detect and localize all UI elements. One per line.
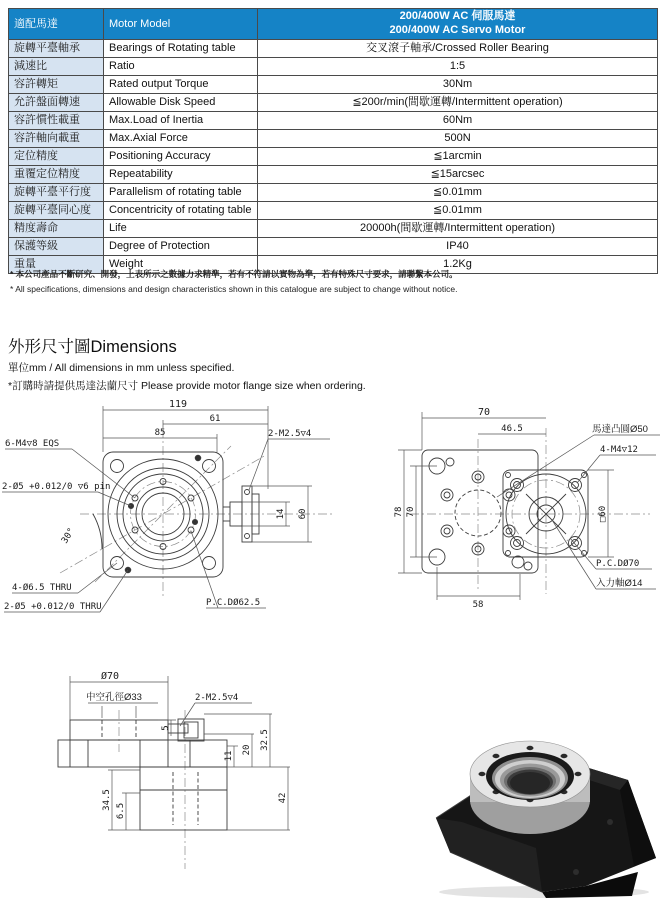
- drawing-label: 4-M4▽12: [600, 445, 638, 455]
- spec-row: [9, 220, 658, 238]
- dim-label: 85: [154, 428, 166, 438]
- dim-label: 34.5: [102, 789, 112, 811]
- spec-cell-value: ≦200r/min(間歇運轉/Intermittent operation): [258, 94, 658, 112]
- spec-row: [9, 166, 658, 184]
- spec-header-value: [258, 9, 658, 40]
- front-centerlines: [60, 429, 335, 599]
- spec-cell-en: Positioning Accuracy: [104, 148, 258, 166]
- dim-label: 30°: [60, 526, 78, 546]
- spec-row: [9, 112, 658, 130]
- drawing-label: 4-Ø6.5 THRU: [12, 583, 72, 593]
- spec-cell-value: 500N: [258, 130, 658, 148]
- spec-cell-value: ≦15arcsec: [258, 166, 658, 184]
- dim-label: 20: [242, 744, 252, 756]
- front-view-drawing: [0, 394, 350, 652]
- spec-cell-en: Degree of Protection: [104, 238, 258, 256]
- spec-cell-value: IP40: [258, 238, 658, 256]
- section-geometry: [58, 719, 227, 830]
- drawing-label: 中空孔徑Ø33: [86, 692, 142, 703]
- spec-row: [9, 40, 658, 58]
- product-photo-rendering: [436, 741, 656, 898]
- dim-label: Ø70: [100, 671, 120, 682]
- spec-cell-en: Parallelism of rotating table: [104, 184, 258, 202]
- drawing-label: 2-M2.5▽4: [195, 693, 239, 703]
- dim-label: 61: [209, 414, 221, 424]
- spec-cell-value: 30Nm: [258, 76, 658, 94]
- spec-cell-value: 1.2Kg: [258, 256, 658, 274]
- spec-header-value-line1: 200/400W AC 伺服馬達: [399, 10, 516, 23]
- spec-cell-zh: 減速比: [9, 58, 104, 76]
- spec-cell-en: Weight: [104, 256, 258, 274]
- spec-row: [9, 76, 658, 94]
- dim-label: 42: [278, 792, 288, 804]
- dim-label: 58: [472, 600, 484, 610]
- dim-label: 119: [168, 399, 188, 410]
- spec-cell-zh: 精度壽命: [9, 220, 104, 238]
- spec-cell-value: ≦0.01mm: [258, 202, 658, 220]
- spec-cell-value: 交叉滾子軸承/Crossed Roller Bearing: [258, 40, 658, 58]
- spec-cell-en: Life: [104, 220, 258, 238]
- spec-cell-en: Allowable Disk Speed: [104, 94, 258, 112]
- dim-label: 32.5: [260, 729, 270, 751]
- dimensions-unit-note: 單位mm / All dimensions in mm unless specified.: [8, 362, 235, 374]
- drawing-label: 2-Ø5 +0.012/0 THRU: [4, 602, 102, 612]
- spec-cell-value: ≦0.01mm: [258, 184, 658, 202]
- spec-cell-en: Ratio: [104, 58, 258, 76]
- spec-cell-value: 20000h(間歇運轉/Intermittent operation): [258, 220, 658, 238]
- spec-header-row: [9, 9, 658, 40]
- drawing-label: 2-M2.5▽4: [268, 429, 312, 439]
- spec-header-zh: 適配馬達: [9, 9, 104, 40]
- spec-cell-zh: 容許轉矩: [9, 76, 104, 94]
- drawing-label: P.C.DØ62.5: [206, 598, 261, 608]
- dimensions-title: 外形尺寸圖Dimensions: [8, 338, 177, 356]
- side-geometry: [422, 450, 588, 573]
- spec-cell-en: Repeatability: [104, 166, 258, 184]
- drawing-label: 2-Ø5 +0.012/0 ▽6 pin: [2, 482, 111, 492]
- product-photo: [424, 690, 666, 900]
- section-view-drawing: [40, 662, 360, 877]
- spec-cell-zh: 容許軸向載重: [9, 130, 104, 148]
- drawing-label: P.C.DØ70: [596, 559, 640, 569]
- spec-cell-value: 1:5: [258, 58, 658, 76]
- spec-cell-zh: 容許慣性載重: [9, 112, 104, 130]
- spec-cell-zh: 允許盤面轉速: [9, 94, 104, 112]
- spec-cell-en: Rated output Torque: [104, 76, 258, 94]
- front-labels: [2, 399, 311, 612]
- spec-row: [9, 148, 658, 166]
- dim-label: 5: [161, 725, 171, 731]
- spec-header-en: Motor Model: [104, 9, 258, 40]
- front-geometry: [93, 452, 259, 577]
- spec-cell-zh: 旋轉平臺平行度: [9, 184, 104, 202]
- spec-row: [9, 184, 658, 202]
- dim-label: 78: [394, 506, 404, 518]
- dim-label: 70: [406, 506, 416, 518]
- spec-row: [9, 238, 658, 256]
- spec-row: [9, 94, 658, 112]
- spec-cell-value: ≦1arcmin: [258, 148, 658, 166]
- spec-header-value-line2: 200/400W AC Servo Motor: [389, 24, 526, 36]
- footnotes: [10, 268, 660, 294]
- section-centerlines: [119, 710, 185, 869]
- section-labels: [86, 670, 288, 819]
- footnote-en: * All specifications, dimensions and design characteristics shown in this catalogue are subject to change without notice.: [10, 284, 458, 294]
- spec-row: [9, 130, 658, 148]
- dimensions-order-note: *訂購時請提供馬達法蘭尺寸 Please provide motor flange size when ordering.: [8, 380, 366, 392]
- drawing-label: 馬達凸圓Ø50: [592, 424, 648, 435]
- spec-cell-zh: 重量: [9, 256, 104, 274]
- dim-label: 6.5: [116, 802, 126, 820]
- dim-label: □60: [598, 505, 608, 523]
- dim-label: 46.5: [501, 424, 523, 434]
- spec-cell-zh: 旋轉平臺同心度: [9, 202, 104, 220]
- drawing-label: 入力軸Ø14: [596, 578, 643, 589]
- spec-cell-zh: 旋轉平臺軸承: [9, 40, 104, 58]
- spec-cell-en: Concentricity of rotating table: [104, 202, 258, 220]
- spec-cell-zh: 定位精度: [9, 148, 104, 166]
- side-view-drawing: [380, 394, 666, 640]
- dim-label: 70: [477, 407, 491, 418]
- spec-cell-en: Max.Load of Inertia: [104, 112, 258, 130]
- spec-cell-zh: 重覆定位精度: [9, 166, 104, 184]
- spec-row: [9, 202, 658, 220]
- dim-label: 14: [276, 508, 286, 520]
- spec-cell-value: 60Nm: [258, 112, 658, 130]
- spec-cell-en: Max.Axial Force: [104, 130, 258, 148]
- spec-cell-en: Bearings of Rotating table: [104, 40, 258, 58]
- dim-label: 11: [224, 750, 234, 762]
- spec-table: [8, 8, 658, 274]
- footnote-zh: * 本公司產品不斷研究、開發，上表所示之數據力求精準，若有不符請以實物為準，若有特殊尺寸要求，請聯繫本公司。: [10, 269, 458, 279]
- side-labels: [394, 407, 648, 610]
- side-dim-lines: [398, 412, 660, 600]
- spec-cell-zh: 保護等級: [9, 238, 104, 256]
- spec-row: [9, 58, 658, 76]
- drawing-label: 6-M4▽8 EQS: [5, 439, 60, 449]
- dimensions-heading: [8, 333, 366, 393]
- dim-label: 60: [298, 508, 308, 520]
